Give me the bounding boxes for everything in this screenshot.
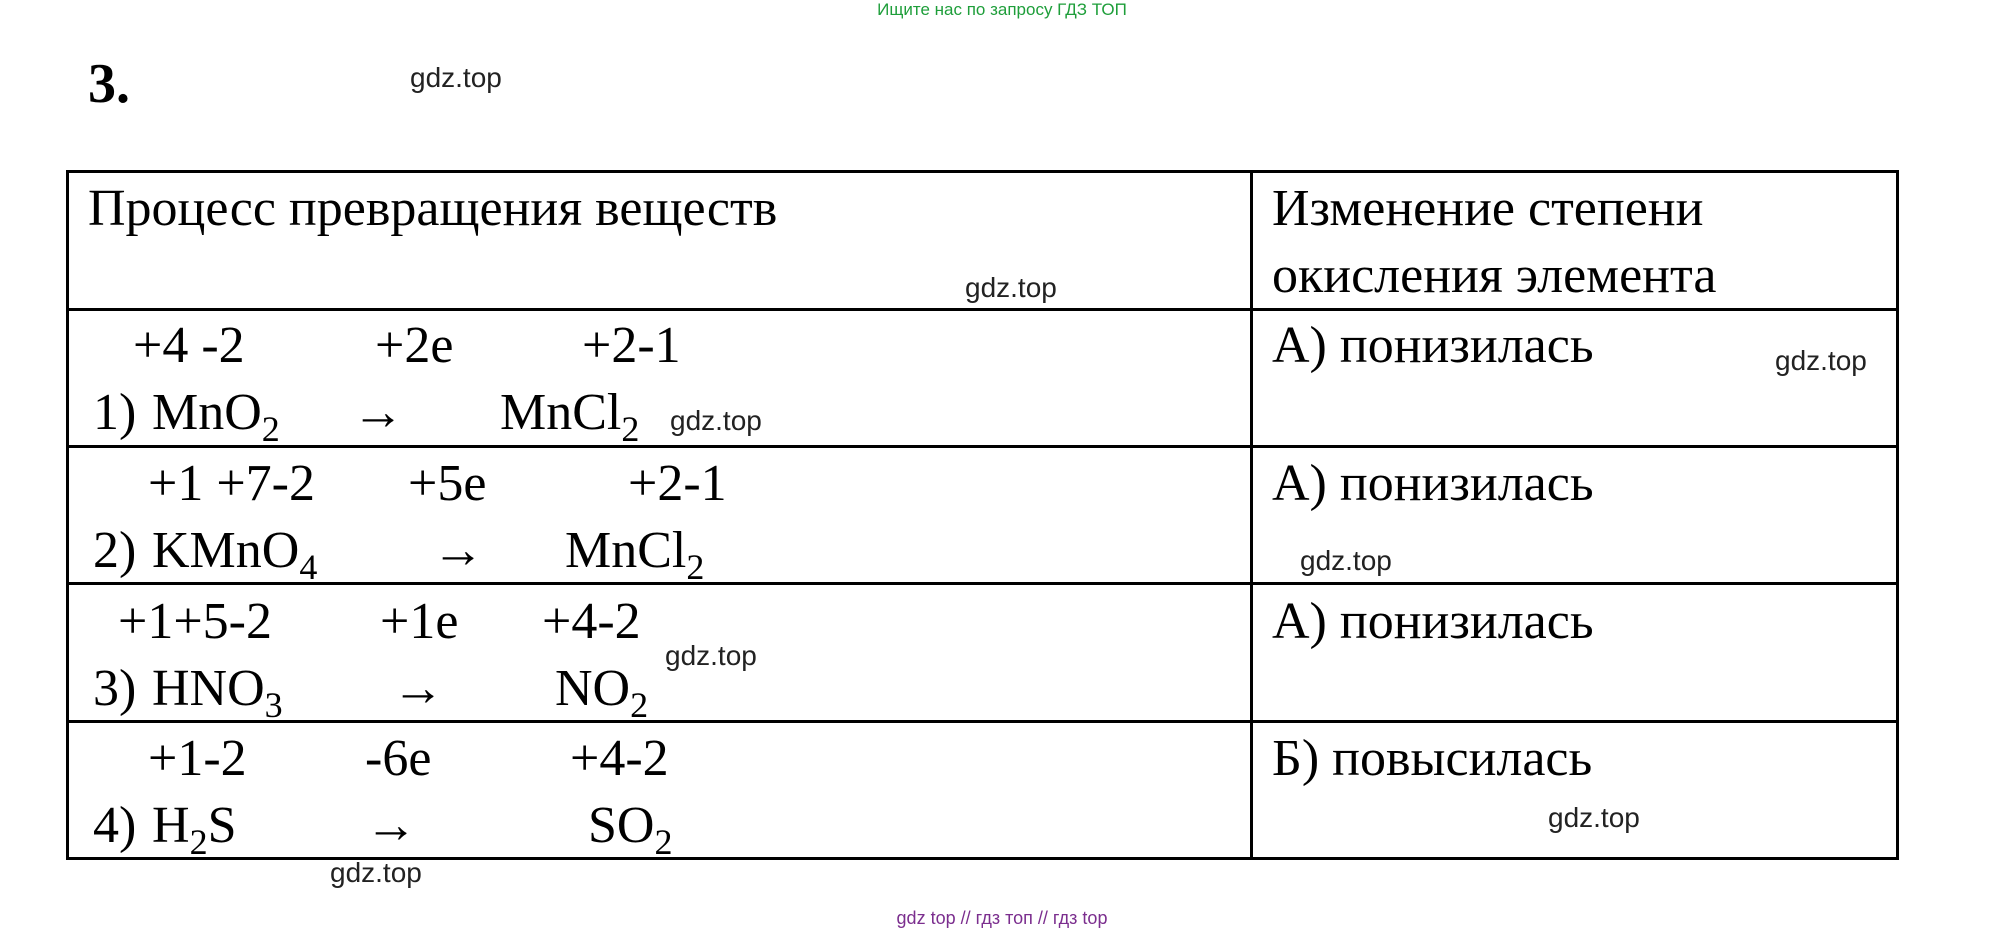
watermark: gdz.top — [1548, 802, 1640, 833]
reaction-number: 4) — [93, 797, 137, 854]
table-border-left — [66, 170, 69, 860]
reactant-formula: KMnO$_4$ — [152, 522, 318, 587]
reaction-arrow: → — [365, 797, 417, 854]
reaction-number: 3) — [93, 660, 137, 717]
task-number: 3. — [88, 53, 130, 115]
product-formula: MnCl$_2$ — [565, 522, 705, 587]
oxidation-change-answer: Б) повысилась — [1272, 730, 1593, 787]
header-oxidation-change-line1: Изменение степени — [1272, 180, 1704, 237]
watermark: gdz.top — [330, 857, 422, 888]
table-border-bottom — [66, 857, 1899, 860]
oxidation-states-reactant: +1+5-2 — [118, 593, 272, 650]
electron-transfer: +5e — [408, 455, 487, 512]
electron-transfer: +1e — [380, 593, 459, 650]
product-formula: $NO_2$ — [555, 660, 649, 725]
reactant-formula: $HNO_3$ — [152, 660, 283, 725]
reactant-formula: MnO$_2$ — [152, 384, 280, 449]
header-oxidation-change-line2: окисления элемента — [1272, 247, 1717, 304]
table-border-top — [66, 170, 1899, 173]
oxidation-states-product: +4-2 — [570, 730, 669, 787]
top-banner: Ищите нас по запросу ГДЗ ТОП — [877, 0, 1127, 19]
watermark: gdz.top — [410, 62, 502, 93]
oxidation-states-reactant: +1-2 — [148, 730, 247, 787]
reactant-formula: $H_2S$ — [152, 797, 237, 862]
reaction-number: 1) — [93, 384, 137, 441]
table-divider — [66, 445, 1899, 448]
oxidation-states-product: +2-1 — [582, 317, 681, 374]
table-divider — [66, 720, 1899, 723]
reaction-number: 2) — [93, 522, 137, 579]
oxidation-change-answer: А) понизилась — [1272, 455, 1594, 512]
oxidation-states-product: +4-2 — [542, 593, 641, 650]
table-border-right — [1896, 170, 1899, 860]
oxidation-states-reactant: +4 -2 — [133, 317, 245, 374]
product-formula: $SO_2$ — [588, 797, 673, 862]
oxidation-states-product: +2-1 — [628, 455, 727, 512]
watermark: gdz.top — [965, 272, 1057, 303]
reaction-arrow: → — [432, 522, 484, 579]
oxidation-change-answer: А) понизилась — [1272, 317, 1594, 374]
table-divider — [66, 582, 1899, 585]
electron-transfer: -6e — [365, 730, 432, 787]
table-divider — [66, 308, 1899, 311]
watermark: gdz.top — [670, 405, 762, 436]
electron-transfer: +2e — [375, 317, 454, 374]
header-process: Процесс превращения веществ — [88, 180, 778, 237]
oxidation-states-reactant: +1 +7-2 — [148, 455, 315, 512]
reaction-arrow: → — [392, 660, 444, 717]
watermark: gdz.top — [1775, 345, 1867, 376]
product-formula: MnCl$_2$ — [500, 384, 640, 449]
watermark: gdz.top — [1300, 545, 1392, 576]
footer-links: gdz top // гдз топ // гдз top — [896, 908, 1108, 928]
reaction-arrow: → — [352, 384, 404, 441]
watermark: gdz.top — [665, 640, 757, 671]
table-column-divider — [1250, 170, 1253, 860]
oxidation-change-answer: А) понизилась — [1272, 593, 1594, 650]
